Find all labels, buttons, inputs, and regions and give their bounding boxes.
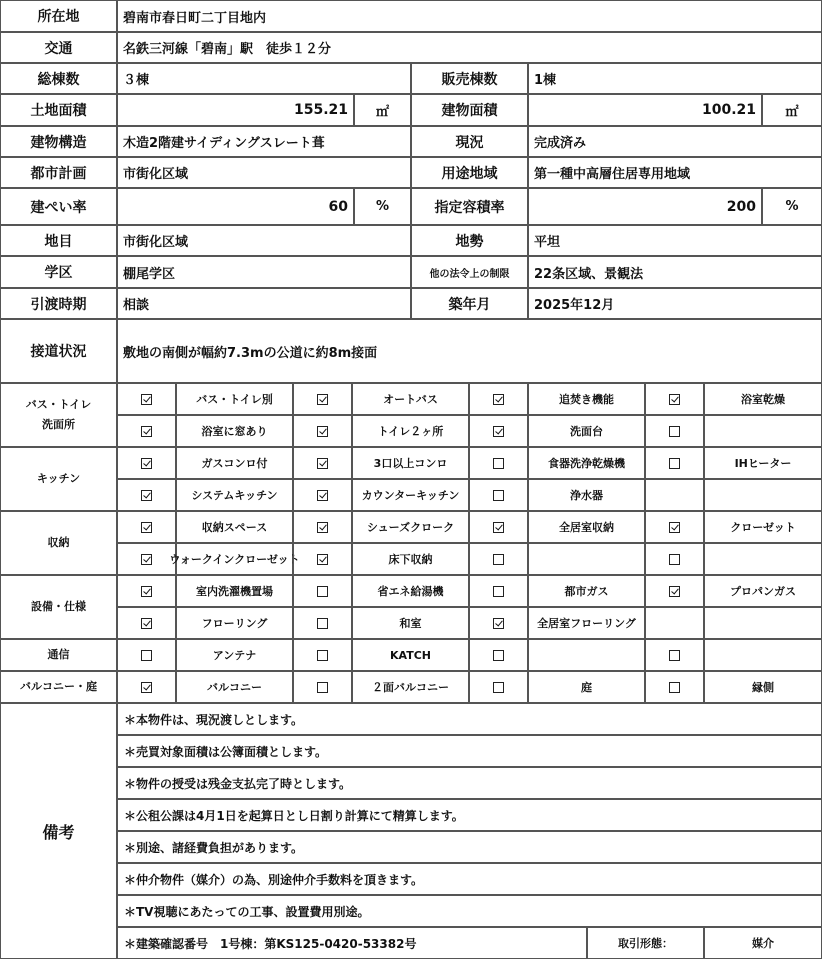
equipment-label <box>704 479 822 511</box>
equipment-label: クローゼット <box>704 511 822 543</box>
checkbox-cell <box>117 383 176 415</box>
equipment-label: 収納スペース <box>176 511 293 543</box>
coverage-value: 60 <box>117 188 354 225</box>
building_area-value: 100.21 <box>528 94 762 126</box>
total_units-label: 総棟数 <box>0 63 117 94</box>
equipment-label: 都市ガス <box>528 575 645 607</box>
checked-box-icon[interactable] <box>669 522 680 533</box>
equipment-label: バルコニー <box>176 671 293 703</box>
handover-label: 引渡時期 <box>0 288 117 319</box>
equipment-label: プロパンガス <box>704 575 822 607</box>
equipment-label: 追焚き機能 <box>528 383 645 415</box>
checked-box-icon[interactable] <box>493 522 504 533</box>
checkbox-cell <box>645 479 704 511</box>
unchecked-box-icon[interactable] <box>317 618 328 629</box>
equipment-label: 全居室フローリング <box>528 607 645 639</box>
land_category-value: 市街化区域 <box>117 225 411 256</box>
school-label: 学区 <box>0 256 117 288</box>
equipment-category: キッチン <box>0 447 117 511</box>
checked-box-icon[interactable] <box>493 394 504 405</box>
unchecked-box-icon[interactable] <box>493 650 504 661</box>
checked-box-icon[interactable] <box>669 586 680 597</box>
equipment-label: 浄水器 <box>528 479 645 511</box>
transport-value: 名鉄三河線「碧南」駅 徒歩１２分 <box>117 32 822 63</box>
equipment-label: 床下収納 <box>352 543 469 575</box>
equipment-label: 庭 <box>528 671 645 703</box>
checkbox-cell <box>645 639 704 671</box>
equipment-category: 収納 <box>0 511 117 575</box>
equipment-label: フローリング <box>176 607 293 639</box>
equipment-label: カウンターキッチン <box>352 479 469 511</box>
equipment-label: 3口以上コンロ <box>352 447 469 479</box>
unchecked-box-icon[interactable] <box>317 650 328 661</box>
structure-label: 建物構造 <box>0 126 117 157</box>
unchecked-box-icon[interactable] <box>493 554 504 565</box>
checkbox-cell <box>469 415 528 447</box>
checkbox-cell <box>117 415 176 447</box>
unchecked-box-icon[interactable] <box>669 458 680 469</box>
equipment-label <box>704 543 822 575</box>
checked-box-icon[interactable] <box>669 394 680 405</box>
road-value: 敷地の南側が幅約7.3mの公道に約8m接面 <box>117 319 822 383</box>
remarks-note: ＊建築確認番号 1号棟：第KS125-0420-53382号 <box>117 927 587 959</box>
units_for_sale-label: 販売棟数 <box>411 63 528 94</box>
land_category-label: 地目 <box>0 225 117 256</box>
equipment-label <box>704 607 822 639</box>
checkbox-cell <box>293 511 352 543</box>
unchecked-box-icon[interactable] <box>669 426 680 437</box>
other_laws-value: 22条区域、景観法 <box>528 256 822 288</box>
checked-box-icon[interactable] <box>141 426 152 437</box>
unchecked-box-icon[interactable] <box>493 490 504 501</box>
zoning-value: 第一種中高層住居専用地域 <box>528 157 822 188</box>
checked-box-icon[interactable] <box>317 426 328 437</box>
equipment-label <box>528 639 645 671</box>
checked-box-icon[interactable] <box>141 458 152 469</box>
checkbox-cell <box>469 383 528 415</box>
unchecked-box-icon[interactable] <box>669 682 680 693</box>
equipment-label: 洗面台 <box>528 415 645 447</box>
equipment-label: ガスコンロ付 <box>176 447 293 479</box>
unchecked-box-icon[interactable] <box>669 554 680 565</box>
checked-box-icon[interactable] <box>493 426 504 437</box>
city_planning-value: 市街化区域 <box>117 157 411 188</box>
equipment-label: アンテナ <box>176 639 293 671</box>
checkbox-cell <box>117 671 176 703</box>
terrain-value: 平坦 <box>528 225 822 256</box>
checkbox-cell <box>293 415 352 447</box>
checkbox-cell <box>469 639 528 671</box>
zoning-label: 用途地域 <box>411 157 528 188</box>
equipment-label: ウォークインクローゼット <box>176 543 293 575</box>
floor_ratio-value: 200 <box>528 188 762 225</box>
terrain-label: 地勢 <box>411 225 528 256</box>
equipment-label: 和室 <box>352 607 469 639</box>
equipment-label: 浴室乾燥 <box>704 383 822 415</box>
land_area-unit: ㎡ <box>354 94 411 126</box>
location-value: 碧南市春日町二丁目地内 <box>117 0 822 32</box>
checked-box-icon[interactable] <box>141 522 152 533</box>
status-value: 完成済み <box>528 126 822 157</box>
checkbox-cell <box>117 447 176 479</box>
checkbox-cell <box>469 543 528 575</box>
transaction-type-label: 取引形態： <box>587 927 704 959</box>
checkbox-cell <box>645 511 704 543</box>
checkbox-cell <box>293 479 352 511</box>
equipment-label: シューズクローク <box>352 511 469 543</box>
equipment-label: 全居室収納 <box>528 511 645 543</box>
remarks-note: ＊本物件は、現況渡しとします。 <box>117 703 822 735</box>
checkbox-cell <box>645 671 704 703</box>
transaction-type-value: 媒介 <box>704 927 822 959</box>
equipment-label: 省エネ給湯機 <box>352 575 469 607</box>
checkbox-cell <box>293 383 352 415</box>
checkbox-cell <box>293 607 352 639</box>
school-value: 棚尾学区 <box>117 256 411 288</box>
coverage-label: 建ぺい率 <box>0 188 117 225</box>
equipment-label: ２面バルコニー <box>352 671 469 703</box>
equipment-label: 食器洗浄乾燥機 <box>528 447 645 479</box>
checkbox-cell <box>469 511 528 543</box>
checkbox-cell <box>645 607 704 639</box>
unchecked-box-icon[interactable] <box>493 586 504 597</box>
checked-box-icon[interactable] <box>141 682 152 693</box>
checked-box-icon[interactable] <box>317 490 328 501</box>
transport-label: 交通 <box>0 32 117 63</box>
floor_ratio-unit: % <box>762 188 822 225</box>
checkbox-cell <box>645 383 704 415</box>
unchecked-box-icon[interactable] <box>493 682 504 693</box>
remarks-note: ＊公租公課は4月1日を起算日とし日割り計算にて精算します。 <box>117 799 822 831</box>
other_laws-label: 他の法令上の制限 <box>411 256 528 288</box>
equipment-label <box>704 415 822 447</box>
checkbox-cell <box>469 671 528 703</box>
checkbox-cell <box>117 511 176 543</box>
equipment-label <box>704 639 822 671</box>
checkbox-cell <box>293 671 352 703</box>
checkbox-cell <box>293 447 352 479</box>
remarks-note: ＊仲介物件（媒介）の為、別途仲介手数料を頂きます。 <box>117 863 822 895</box>
equipment-label: バス・トイレ別 <box>176 383 293 415</box>
checked-box-icon[interactable] <box>141 586 152 597</box>
equipment-label: トイレ２ヶ所 <box>352 415 469 447</box>
unchecked-box-icon[interactable] <box>141 650 152 661</box>
checkbox-cell <box>117 479 176 511</box>
equipment-label: 浴室に窓あり <box>176 415 293 447</box>
equipment-label: IHヒーター <box>704 447 822 479</box>
equipment-label: 室内洗濯機置場 <box>176 575 293 607</box>
land_area-label: 土地面積 <box>0 94 117 126</box>
unchecked-box-icon[interactable] <box>669 650 680 661</box>
checkbox-cell <box>117 575 176 607</box>
equipment-label: オートバス <box>352 383 469 415</box>
road-label: 接道状況 <box>0 319 117 383</box>
checkbox-cell <box>293 639 352 671</box>
checked-box-icon[interactable] <box>141 394 152 405</box>
remarks-note: ＊別途、諸経費負担があります。 <box>117 831 822 863</box>
built-value: 2025年12月 <box>528 288 822 319</box>
unchecked-box-icon[interactable] <box>493 458 504 469</box>
unchecked-box-icon[interactable] <box>317 682 328 693</box>
equipment-label: 縁側 <box>704 671 822 703</box>
equipment-label: KATCH <box>352 639 469 671</box>
land_area-value: 155.21 <box>117 94 354 126</box>
checkbox-cell <box>293 543 352 575</box>
floor_ratio-label: 指定容積率 <box>411 188 528 225</box>
checkbox-cell <box>117 543 176 575</box>
equipment-category: バルコニー・庭 <box>0 671 117 703</box>
checkbox-cell <box>117 639 176 671</box>
checked-box-icon[interactable] <box>317 522 328 533</box>
checked-box-icon[interactable] <box>141 618 152 629</box>
checked-box-icon[interactable] <box>141 490 152 501</box>
checkbox-cell <box>293 575 352 607</box>
checked-box-icon[interactable] <box>317 554 328 565</box>
status-label: 現況 <box>411 126 528 157</box>
checkbox-cell <box>645 543 704 575</box>
total_units-value: ３棟 <box>117 63 411 94</box>
checkbox-cell <box>645 575 704 607</box>
remarks-label: 備考 <box>0 703 117 959</box>
remarks-note: ＊売買対象面積は公簿面積とします。 <box>117 735 822 767</box>
city_planning-label: 都市計画 <box>0 157 117 188</box>
checked-box-icon[interactable] <box>317 394 328 405</box>
equipment-category: 通信 <box>0 639 117 671</box>
checkbox-cell <box>469 575 528 607</box>
checkbox-cell <box>645 415 704 447</box>
structure-value: 木造2階建サイディングスレート葺 <box>117 126 411 157</box>
checkbox-cell <box>117 607 176 639</box>
checkbox-cell <box>469 607 528 639</box>
handover-value: 相談 <box>117 288 411 319</box>
built-label: 築年月 <box>411 288 528 319</box>
checkbox-cell <box>645 447 704 479</box>
checkbox-cell <box>469 479 528 511</box>
location-label: 所在地 <box>0 0 117 32</box>
checked-box-icon[interactable] <box>141 554 152 565</box>
equipment-category: 設備・仕様 <box>0 575 117 639</box>
building_area-label: 建物面積 <box>411 94 528 126</box>
remarks-note: ＊TV視聴にあたっての工事、設置費用別途。 <box>117 895 822 927</box>
checked-box-icon[interactable] <box>317 458 328 469</box>
equipment-label <box>528 543 645 575</box>
equipment-category: バス・トイレ 洗面所 <box>0 383 117 447</box>
building_area-unit: ㎡ <box>762 94 822 126</box>
units_for_sale-value: 1棟 <box>528 63 822 94</box>
unchecked-box-icon[interactable] <box>317 586 328 597</box>
coverage-unit: % <box>354 188 411 225</box>
checkbox-cell <box>469 447 528 479</box>
remarks-note: ＊物件の授受は残金支払完了時とします。 <box>117 767 822 799</box>
checked-box-icon[interactable] <box>493 618 504 629</box>
equipment-label: システムキッチン <box>176 479 293 511</box>
